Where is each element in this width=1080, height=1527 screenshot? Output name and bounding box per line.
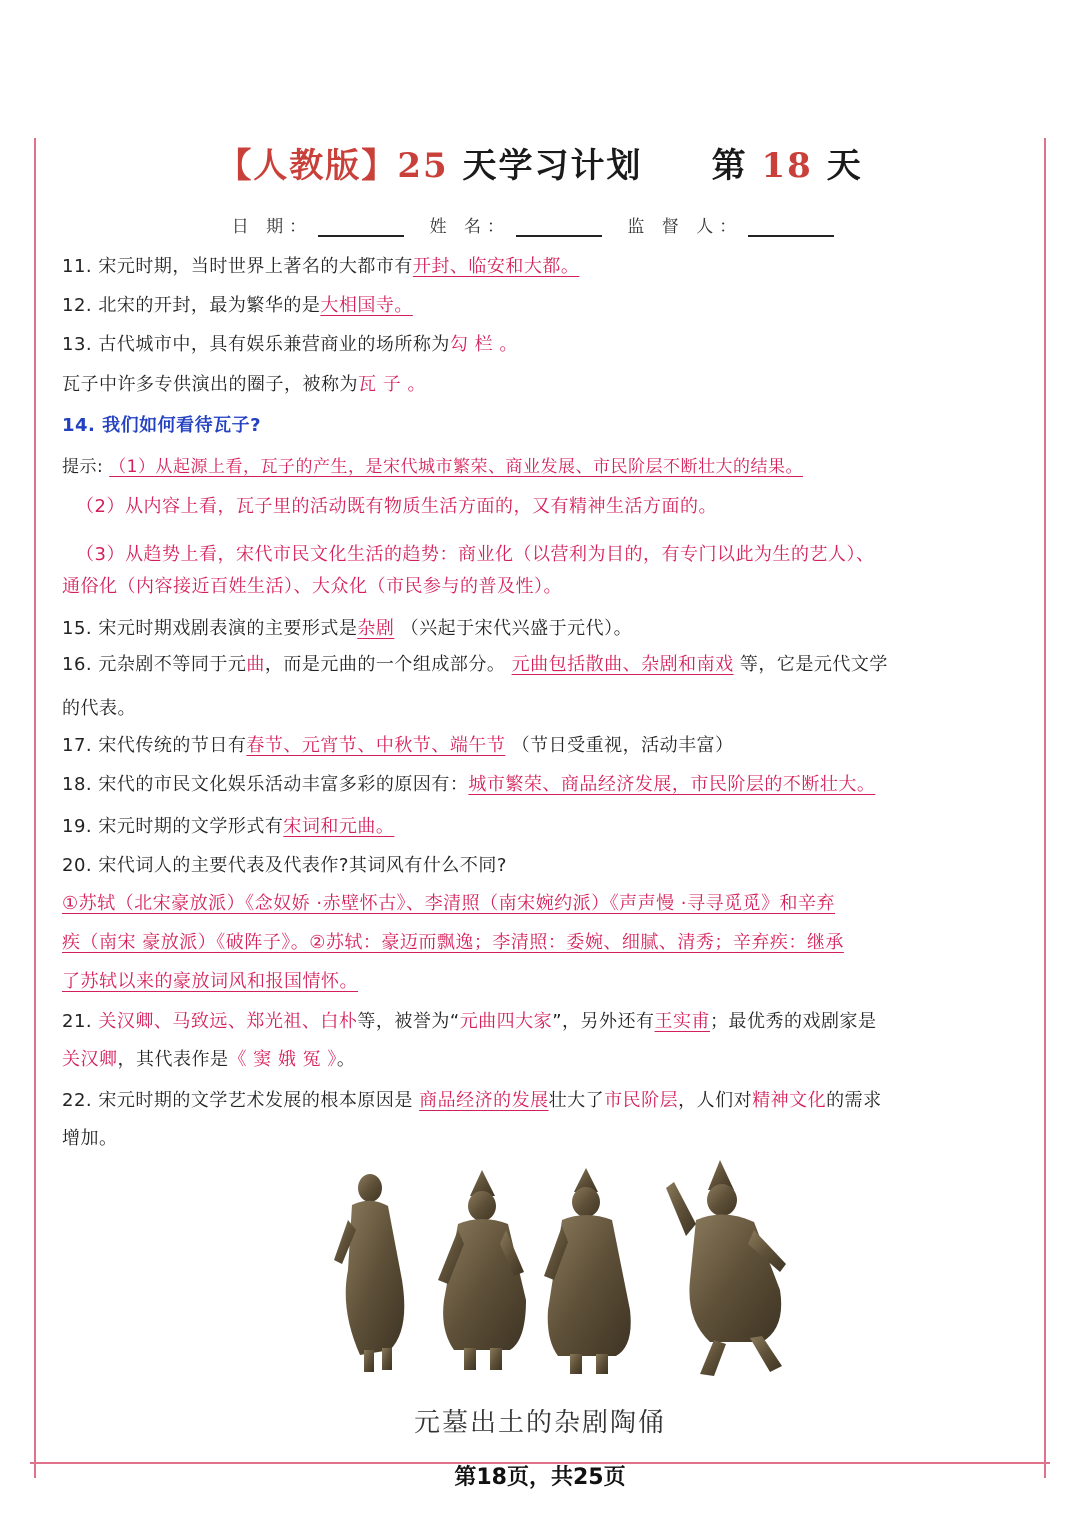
q18: 18. 宋代的市民文化娱乐活动丰富多彩的原因有：城市繁荣、商品经济发展，市民阶层的不断壮大。 <box>62 774 876 795</box>
q13-b: 瓦子中许多专供演出的圈子，被称为瓦 子 。 <box>62 374 426 395</box>
name-field[interactable] <box>516 219 602 237</box>
q14-hint-3: （3）从趋势上看，宋代市民文化生活的趋势：商业化（以营利为目的，有专门以此为生的艺人）、 <box>76 544 875 565</box>
q20-answer-1: ①苏轼（北宋豪放派）《念奴娇 ·赤壁怀古》、李清照（南宋婉约派）《声声慢 ·寻寻觅觅》和辛弃 <box>62 893 836 914</box>
q14-hint-3b: 通俗化（内容接近百姓生活）、大众化（市民参与的普及性）。 <box>62 576 562 597</box>
q16-b: 的代表。 <box>62 698 136 719</box>
figurine-3 <box>544 1168 631 1374</box>
q14-hint-1: 提示: （1）从起源上看，瓦子的产生，是宋代城市繁荣、商业发展、市民阶层不断壮大的结果。 <box>62 457 803 477</box>
q14-heading: 14. 我们如何看待瓦子? <box>62 415 262 436</box>
figurine-1 <box>334 1174 404 1372</box>
q13: 13. 古代城市中，具有娱乐兼营商业的场所称为勾 栏 。 <box>62 334 518 355</box>
q20-answer-3: 了苏轼以来的豪放词风和报国情怀。 <box>62 971 358 992</box>
figurine-4 <box>666 1160 786 1376</box>
q14-hint-2: （2）从内容上看，瓦子里的活动既有物质生活方面的，又有精神生活方面的。 <box>76 496 717 517</box>
left-border <box>34 138 36 1478</box>
page-title: 【人教版】25 天学习计划 第 18 天 <box>217 146 863 186</box>
q16: 16. 元杂剧不等同于元曲，而是元曲的一个组成部分。 元曲包括散曲、杂剧和南戏 等，它是元代文学 <box>62 654 888 675</box>
q15: 15. 宋元时期戏剧表演的主要形式是杂剧 （兴起于宋代兴盛于元代）。 <box>62 618 633 639</box>
supervisor-field[interactable] <box>748 219 834 237</box>
q22: 22. 宋元时期的文学艺术发展的根本原因是 商品经济的发展壮大了市民阶层，人们对精神文化的需求 <box>62 1090 882 1111</box>
right-border <box>1044 138 1046 1478</box>
name-label: 姓 名： <box>429 217 510 237</box>
page-number: 第18页，共25页 <box>454 1465 626 1490</box>
q19: 19. 宋元时期的文学形式有宋词和元曲。 <box>62 816 395 837</box>
q21: 21. 关汉卿、马致远、郑光祖、白朴等，被誉为“元曲四大家”，另外还有王实甫；最优秀的戏剧家是 <box>62 1011 877 1032</box>
q11: 11. 宋元时期，当时世界上著名的大都市有开封、临安和大都。 <box>62 256 580 277</box>
figurines-image <box>330 1160 800 1380</box>
q20-answer-2: 疾（南宋 豪放派）《破阵子》。②苏轼：豪迈而飘逸；李清照：委婉、细腻、清秀；辛弃疾：继承 <box>62 932 844 953</box>
meta-row <box>0 212 1080 237</box>
q17: 17. 宋代传统的节日有春节、元宵节、中秋节、端午节 （节日受重视，活动丰富） <box>62 735 734 756</box>
date-label: 日 期： <box>231 217 313 237</box>
image-caption: 元墓出土的杂剧陶俑 <box>413 1408 666 1438</box>
q12: 12. 北宋的开封，最为繁华的是大相国寺。 <box>62 295 413 316</box>
q21-b: 关汉卿，其代表作是《 窦 娥 冤 》。 <box>62 1049 356 1070</box>
date-field[interactable] <box>318 219 404 237</box>
q22-b: 增加。 <box>62 1128 118 1149</box>
q20: 20. 宋代词人的主要代表及代表作?其词风有什么不同? <box>62 855 507 876</box>
figurine-2 <box>438 1170 526 1370</box>
supervisor-label: 监 督 人： <box>627 217 743 237</box>
